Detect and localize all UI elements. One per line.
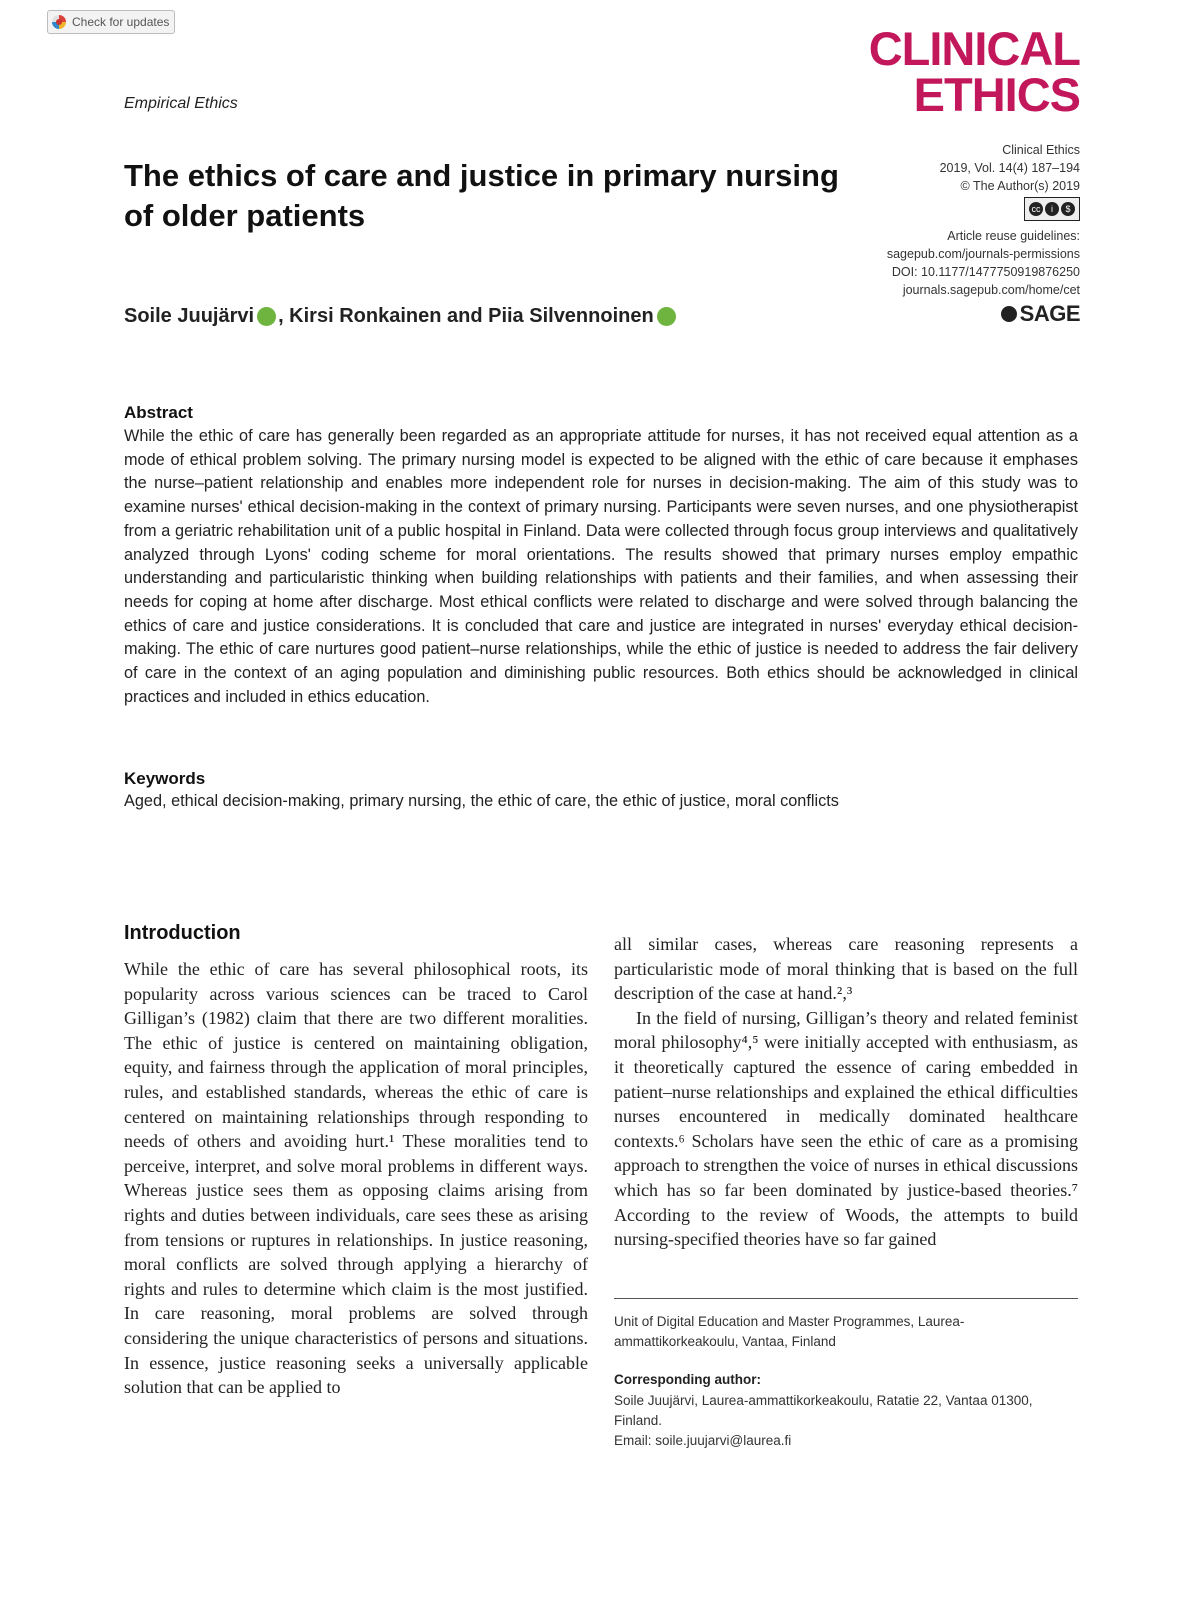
corresponding-author-heading: Corresponding author: [614, 1372, 761, 1387]
intro-paragraph: all similar cases, whereas care reasoning represents a particularistic mode of moral thinking that is based on the full description of the case at hand.²,³ [614, 934, 1078, 1004]
footnote-divider [614, 1298, 1078, 1299]
sage-logo-text: SAGE [1019, 301, 1080, 326]
volume-info: 2019, Vol. 14(4) 187–194 [939, 161, 1080, 175]
copyright: © The Author(s) 2019 [960, 179, 1080, 193]
by-icon: i [1045, 202, 1059, 216]
journal-link[interactable]: journals.sagepub.com/home/cet [902, 283, 1080, 297]
author-name: Soile Juujärvi [124, 305, 255, 327]
author-names-rest: , Kirsi Ronkainen and Piia Silvennoinen [278, 305, 654, 327]
nc-icon: $ [1061, 202, 1075, 216]
cc-icon: cc [1029, 202, 1043, 216]
author-affiliation: Unit of Digital Education and Master Programmes, Laurea-ammattikorkeakoulu, Vantaa, Finland [614, 1314, 965, 1349]
author-list [124, 305, 678, 328]
reuse-link[interactable]: sagepub.com/journals-permissions [886, 247, 1080, 261]
check-for-updates-badge[interactable] [47, 10, 175, 34]
article-title: The ethics of care and justice in primary nursing of older patients [124, 158, 839, 233]
orcid-icon[interactable] [257, 307, 276, 326]
intro-column-left: While the ethic of care has several philosophical roots, its popularity across various sciences can be traced to Carol Gilligan’s (1982) claim that there are two different moralities. The ethic of justice is centered on maintaining obligation, equity, and fairness through the application of moral principles, rules, and established standards, whereas the ethic of care is centered on maintaining relationships through responding to needs of others and avoiding hurt.¹ These moralities tend to perceive, interpret, and solve moral problems in different ways. Whereas justice sees them as opposing claims arising from rights and duties between individuals, care sees these as arising from tensions or ruptures in relationships. In justice reasoning, moral conflicts are solved through applying a hierarchy of rights and rules to determine which claim is the most justified. In care reasoning, moral problems are solved through considering the unique characteristics of persons and situations. In essence, justice reasoning seeks a universally applicable solution that can be applied to [124, 959, 588, 1398]
section-label: Empirical Ethics [124, 95, 238, 112]
introduction-heading: Introduction [124, 922, 241, 944]
corresponding-email[interactable]: Email: soile.juujarvi@laurea.fi [614, 1433, 792, 1448]
journal-logo [868, 22, 1080, 121]
keywords-list: Aged, ethical decision-making, primary nursing, the ethic of care, the ethic of justice, moral conflicts [124, 792, 839, 810]
journal-logo-line2: ETHICS [913, 68, 1080, 121]
keywords-heading: Keywords [124, 769, 206, 788]
intro-paragraph: In the field of nursing, Gilligan’s theory and related feminist moral philosophy⁴,⁵ were initially accepted with enthusiasm, as it theoretically captured the essence of caring embedded in patient–nurse relationships and explained the ethical difficulties nurses encountered in medically dominated healthcare contexts.⁶ Scholars have seen the ethic of care as a promising approach to strengthen the voice of nurses in ethical discussions which has so far been dominated by justice-based theories.⁷ According to the review of Woods, the attempts to build nursing-specified theories have so far gained [614, 1007, 1078, 1250]
sage-logo-mark-icon [1001, 306, 1017, 322]
abstract-heading: Abstract [124, 403, 193, 422]
journal-name: Clinical Ethics [1002, 143, 1080, 157]
creative-commons-license-icon[interactable] [1024, 197, 1080, 221]
corresponding-address: Soile Juujärvi, Laurea-ammattikorkeakoulu, Ratatie 22, Vantaa 01300, Finland. [614, 1393, 1033, 1428]
intro-column-right [614, 932, 1078, 1252]
corresponding-author-details [614, 1391, 1078, 1451]
sage-logo [1001, 301, 1080, 326]
doi-link[interactable]: DOI: 10.1177/1477750919876250 [891, 265, 1080, 279]
crossmark-icon [52, 15, 66, 29]
orcid-icon[interactable] [657, 307, 676, 326]
reuse-label: Article reuse guidelines: [947, 229, 1080, 243]
article-meta [887, 141, 1080, 327]
check-for-updates-label: Check for updates [72, 15, 170, 29]
abstract-body: While the ethic of care has generally been regarded as an appropriate attitude for nurses, it has not received equal attention as a mode of ethical problem solving. The primary nursing model is expected to be aligned with the ethic of care because it emphases the nurse–patient relationship and enables more independent role for nurses in decision-making. The aim of this study was to examine nurses' ethical decision-making in the context of primary nursing. Participants were seven nurses, and one physiotherapist from a geriatric rehabilitation unit of a public hospital in Finland. Data were collected through focus group interviews and qualitatively analyzed through Lyons' coding scheme for moral orientations. The results showed that primary nurses employ empathic understanding and particularistic thinking when building relationships with patients and their families, and when assessing their needs for coping at home after discharge. Most ethical conflicts were related to discharge and were solved through balancing the ethics of care and justice considerations. It is concluded that care and justice are integrated in nurses' everyday ethical decision-making. The ethic of care nurtures good patient–nurse relationships, while the ethic of justice is needed to address the fair delivery of care in the context of an aging population and diminishing public resources. Both ethics should be acknowledged in clinical practices and included in ethics education. [124, 427, 1078, 706]
journal-logo-line1: CLINICAL [868, 22, 1080, 75]
